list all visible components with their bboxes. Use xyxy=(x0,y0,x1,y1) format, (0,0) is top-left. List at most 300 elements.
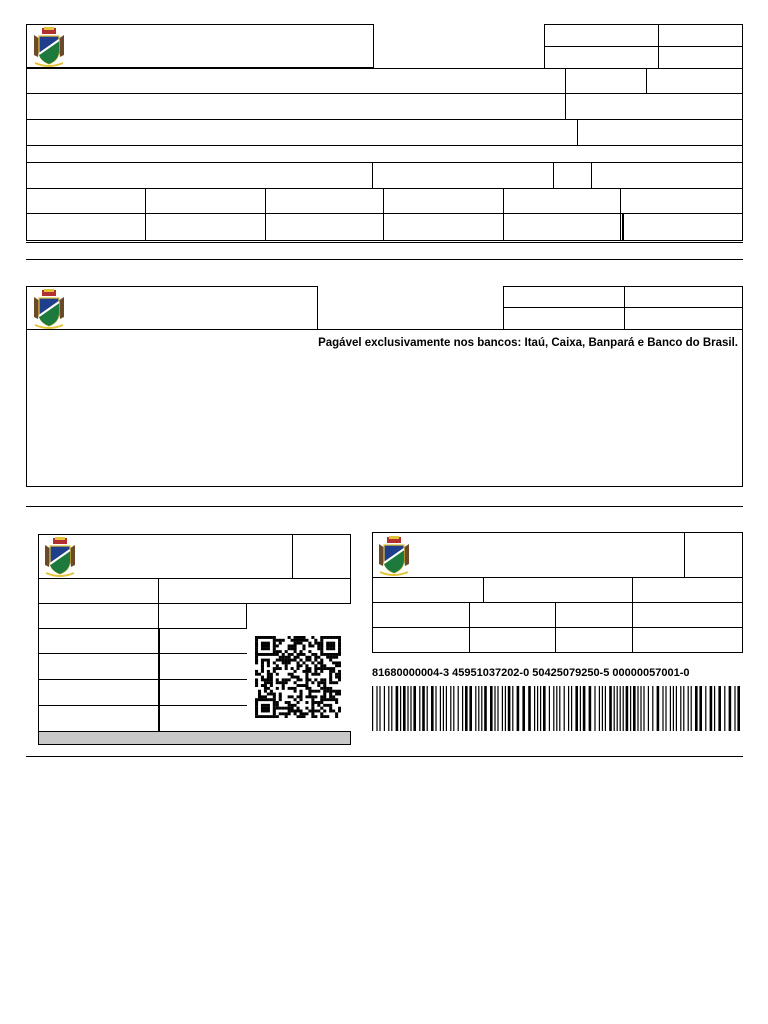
qr-module xyxy=(317,681,320,684)
qr-module xyxy=(261,695,264,698)
header-logo-box xyxy=(26,24,374,68)
qr-module xyxy=(323,687,326,690)
qr-module xyxy=(299,695,302,698)
row-divider xyxy=(372,627,743,628)
qr-module xyxy=(255,670,258,673)
qr-module xyxy=(294,670,297,673)
qr-module xyxy=(291,644,294,647)
qr-module xyxy=(314,642,317,645)
qr-module xyxy=(329,670,332,673)
qr-module xyxy=(270,684,273,687)
qr-module xyxy=(311,704,314,707)
qr-module xyxy=(320,707,323,710)
payment-notice: Pagável exclusivamente nos bancos: Itaú, Caixa, Banpará e Banco do Brasil. xyxy=(318,337,738,349)
qr-module xyxy=(335,681,338,684)
qr-module xyxy=(282,653,285,656)
qr-module xyxy=(294,636,297,639)
qr-module xyxy=(294,642,297,645)
qr-module xyxy=(302,661,305,664)
qr-module xyxy=(326,715,329,718)
qr-module xyxy=(317,644,320,647)
barcode-bar xyxy=(670,686,671,731)
qr-module xyxy=(267,636,270,639)
barcode-bar xyxy=(620,686,621,731)
qr-module xyxy=(285,659,288,662)
qr-module xyxy=(329,647,332,650)
barcode-bar xyxy=(724,686,725,731)
qr-module xyxy=(267,647,270,650)
qr-module xyxy=(308,695,311,698)
barcode-bar xyxy=(714,686,715,731)
qr-module xyxy=(267,644,270,647)
qr-module xyxy=(297,695,300,698)
qr-module xyxy=(261,698,264,701)
qr-module xyxy=(291,639,294,642)
qr-module xyxy=(320,701,323,704)
qr-module xyxy=(299,664,302,667)
barcode-bar xyxy=(462,686,463,731)
barcode-bar xyxy=(609,686,612,731)
qr-module xyxy=(314,659,317,662)
qr-module xyxy=(317,704,320,707)
col-divider xyxy=(591,162,592,188)
qr-module xyxy=(288,704,291,707)
barcode-bar xyxy=(683,686,684,731)
qr-module xyxy=(264,653,267,656)
qr-module xyxy=(314,639,317,642)
qr-module xyxy=(273,707,276,710)
qr-module xyxy=(261,715,264,718)
qr-module xyxy=(323,653,326,656)
qr-module xyxy=(285,715,288,718)
qr-module xyxy=(261,704,264,707)
qr-module xyxy=(270,715,273,718)
qr-module xyxy=(285,712,288,715)
barcode-bar xyxy=(699,686,702,731)
col-divider xyxy=(622,213,624,240)
qr-module xyxy=(258,715,261,718)
col-divider xyxy=(565,68,566,93)
field-label-cell xyxy=(38,705,159,732)
barcode-bar xyxy=(657,686,660,731)
qr-module xyxy=(270,678,273,681)
coat-of-arms-svg xyxy=(43,537,77,577)
qr-module xyxy=(305,712,308,715)
qr-module xyxy=(323,664,326,667)
barcode-bar xyxy=(528,686,531,731)
barcode-bar xyxy=(680,686,681,731)
qr-module xyxy=(329,693,332,696)
barcode-bar xyxy=(372,686,373,731)
qr-module xyxy=(329,698,332,701)
qr-module xyxy=(299,710,302,713)
qr-module xyxy=(326,704,329,707)
qr-module xyxy=(264,698,267,701)
qr-module xyxy=(279,698,282,701)
qr-module xyxy=(276,704,279,707)
qr-module xyxy=(308,670,311,673)
qr-module xyxy=(255,701,258,704)
barcode-bar xyxy=(665,686,666,731)
qr-module xyxy=(311,695,314,698)
barcode-bar xyxy=(443,686,444,731)
barcode-bar xyxy=(481,686,482,731)
qr-module xyxy=(285,667,288,670)
qr-module xyxy=(311,673,314,676)
qr-module xyxy=(261,664,264,667)
qr-module xyxy=(299,636,302,639)
qr-module xyxy=(291,704,294,707)
barcode-bar xyxy=(571,686,572,731)
qr-module xyxy=(338,670,341,673)
row-divider xyxy=(158,653,247,654)
qr-module xyxy=(255,659,258,662)
qr-module xyxy=(267,707,270,710)
qr-module xyxy=(258,636,261,639)
qr-module xyxy=(305,707,308,710)
barcode-bar xyxy=(564,686,565,731)
qr-module xyxy=(326,636,329,639)
qr-module xyxy=(261,684,264,687)
qr-module xyxy=(335,715,338,718)
qr-module xyxy=(282,678,285,681)
qr-module xyxy=(276,681,279,684)
qr-module xyxy=(314,710,317,713)
col-divider xyxy=(158,628,160,732)
qr-module xyxy=(288,661,291,664)
qr-module xyxy=(264,659,267,662)
barcode-bar xyxy=(400,686,401,731)
barcode-bar xyxy=(575,686,578,731)
qr-module xyxy=(308,656,311,659)
qr-module xyxy=(305,678,308,681)
barcode-bar xyxy=(427,686,428,731)
barcode-bar xyxy=(379,686,380,731)
qr-module xyxy=(320,687,323,690)
qr-module xyxy=(332,661,335,664)
col-divider xyxy=(145,188,146,240)
barcode-bar xyxy=(729,686,732,731)
qr-module xyxy=(264,636,267,639)
qr-module xyxy=(273,693,276,696)
qr-module xyxy=(297,636,300,639)
qr-module xyxy=(302,712,305,715)
qr-module xyxy=(291,710,294,713)
qr-module xyxy=(338,678,341,681)
qr-module xyxy=(288,653,291,656)
col-divider xyxy=(483,577,484,602)
qr-module xyxy=(276,644,279,647)
qr-module xyxy=(291,659,294,662)
qr-module xyxy=(332,647,335,650)
qr-module xyxy=(288,710,291,713)
qr-module xyxy=(294,687,297,690)
coat-of-arms-svg xyxy=(377,536,411,576)
qr-module xyxy=(273,715,276,718)
qr-module xyxy=(297,684,300,687)
qr-module xyxy=(314,656,317,659)
qr-module xyxy=(297,642,300,645)
qr-module xyxy=(329,636,332,639)
qr-module xyxy=(320,653,323,656)
qr-module xyxy=(267,664,270,667)
qr-module xyxy=(294,659,297,662)
qr-module xyxy=(299,690,302,693)
qr-module xyxy=(305,656,308,659)
qr-module xyxy=(302,684,305,687)
qr-module xyxy=(329,687,332,690)
qr-module xyxy=(299,639,302,642)
barcode-bar xyxy=(553,686,554,731)
qr-module xyxy=(299,650,302,653)
qr-module xyxy=(282,681,285,684)
qr-module xyxy=(335,690,338,693)
field-value-cell xyxy=(158,578,351,604)
qr-module xyxy=(332,644,335,647)
qr-module xyxy=(305,676,308,679)
qr-module xyxy=(264,642,267,645)
barcode-bar xyxy=(508,686,511,731)
qr-module xyxy=(276,707,279,710)
qr-module xyxy=(329,667,332,670)
col-divider xyxy=(620,188,621,240)
qr-module xyxy=(294,639,297,642)
qr-module xyxy=(305,684,308,687)
header-field xyxy=(503,286,625,308)
qr-module xyxy=(335,698,338,701)
barcode-bar xyxy=(691,686,692,731)
barcode-bar xyxy=(537,686,538,731)
qr-module xyxy=(338,707,341,710)
qr-module xyxy=(335,653,338,656)
barcode-line-digits: 81680000004-3 45951037202-0 50425079250-5 00000057001-0 xyxy=(372,667,690,679)
qr-module xyxy=(329,710,332,713)
qr-module xyxy=(285,707,288,710)
barcode-bar xyxy=(522,686,525,731)
qr-module xyxy=(267,653,270,656)
qr-module xyxy=(320,659,323,662)
qr-module xyxy=(317,710,320,713)
qr-module xyxy=(291,647,294,650)
col-divider xyxy=(565,93,566,119)
field-label-cell xyxy=(38,603,159,629)
qr-module xyxy=(261,670,264,673)
qr-module xyxy=(317,661,320,664)
qr-module xyxy=(305,639,308,642)
qr-module xyxy=(338,710,341,713)
barcode-bar xyxy=(648,686,649,731)
qr-module xyxy=(317,684,320,687)
barcode-bar xyxy=(602,686,603,731)
qr-module xyxy=(311,698,314,701)
qr-module xyxy=(255,684,258,687)
qr-module xyxy=(273,698,276,701)
qr-module xyxy=(288,673,291,676)
cut-line xyxy=(26,259,743,260)
barcode-bar xyxy=(512,686,513,731)
qr-module xyxy=(314,695,317,698)
qr-module xyxy=(270,676,273,679)
qr-module xyxy=(264,681,267,684)
row-divider xyxy=(158,679,247,680)
qr-module xyxy=(261,636,264,639)
qr-module xyxy=(317,642,320,645)
qr-module xyxy=(317,673,320,676)
qr-module xyxy=(288,644,291,647)
qr-module xyxy=(273,650,276,653)
qr-module xyxy=(294,656,297,659)
qr-module xyxy=(329,642,332,645)
qr-module xyxy=(291,676,294,679)
barcode-bar xyxy=(688,686,689,731)
qr-module xyxy=(255,639,258,642)
barcode-bar xyxy=(534,686,535,731)
barcode-bar xyxy=(413,686,416,731)
qr-module xyxy=(273,704,276,707)
qr-module xyxy=(267,659,270,662)
qr-module xyxy=(338,642,341,645)
qr-module xyxy=(258,698,261,701)
barcode-bar xyxy=(662,686,663,731)
qr-module xyxy=(267,698,270,701)
qr-module xyxy=(267,710,270,713)
qr-module xyxy=(267,642,270,645)
qr-module xyxy=(291,707,294,710)
qr-module xyxy=(255,647,258,650)
qr-module xyxy=(279,707,282,710)
qr-module xyxy=(267,678,270,681)
barcode-bar xyxy=(505,686,506,731)
qr-module xyxy=(338,693,341,696)
qr-module xyxy=(273,701,276,704)
qr-module xyxy=(308,690,311,693)
qr-module xyxy=(288,707,291,710)
qr-module xyxy=(299,653,302,656)
qr-module xyxy=(335,676,338,679)
qr-module xyxy=(273,695,276,698)
qr-module xyxy=(261,710,264,713)
qr-module xyxy=(299,684,302,687)
qr-module xyxy=(291,653,294,656)
qr-module xyxy=(279,639,282,642)
row-divider xyxy=(26,145,743,146)
barcode-bar xyxy=(502,686,503,731)
qr-module xyxy=(264,678,267,681)
qr-module xyxy=(258,693,261,696)
qr-module xyxy=(255,656,258,659)
col-divider xyxy=(646,68,647,93)
qr-module xyxy=(332,670,335,673)
qr-module xyxy=(270,681,273,684)
cut-line xyxy=(26,756,743,757)
qr-module xyxy=(285,650,288,653)
header-field xyxy=(624,307,743,330)
qr-module xyxy=(323,667,326,670)
field-label-cell xyxy=(38,628,159,654)
qr-module xyxy=(267,693,270,696)
barcode-bar xyxy=(490,686,493,731)
qr-code-icon xyxy=(255,636,341,718)
barcode-bar xyxy=(422,686,425,731)
barcode-bar xyxy=(583,686,586,731)
qr-module xyxy=(294,704,297,707)
qr-module xyxy=(297,639,300,642)
qr-module xyxy=(288,678,291,681)
qr-module xyxy=(308,659,311,662)
qr-module xyxy=(320,667,323,670)
qr-module xyxy=(267,670,270,673)
qr-module xyxy=(276,678,279,681)
qr-module xyxy=(267,661,270,664)
qr-module xyxy=(279,681,282,684)
barcode-bar xyxy=(446,686,447,731)
qr-module xyxy=(258,653,261,656)
qr-module xyxy=(270,693,273,696)
qr-module xyxy=(335,693,338,696)
barcode-bar xyxy=(673,686,674,731)
col-divider xyxy=(503,188,504,240)
qr-module xyxy=(267,681,270,684)
qr-module xyxy=(288,695,291,698)
qr-module xyxy=(329,704,332,707)
qr-module xyxy=(305,670,308,673)
header-field xyxy=(684,532,743,578)
qr-module xyxy=(255,673,258,676)
barcode-bar xyxy=(407,686,408,731)
qr-module xyxy=(270,698,273,701)
qr-module xyxy=(270,690,273,693)
barcode-bar xyxy=(450,686,451,731)
barcode-bar xyxy=(410,686,411,731)
qr-module xyxy=(335,664,338,667)
qr-module xyxy=(329,707,332,710)
qr-module xyxy=(279,693,282,696)
qr-module xyxy=(282,659,285,662)
qr-module xyxy=(302,644,305,647)
qr-module xyxy=(305,673,308,676)
qr-module xyxy=(261,647,264,650)
qr-module xyxy=(288,712,291,715)
qr-module xyxy=(335,712,338,715)
qr-module xyxy=(297,661,300,664)
qr-module xyxy=(267,687,270,690)
qr-module xyxy=(323,690,326,693)
qr-module xyxy=(264,704,267,707)
barcode-bar xyxy=(633,686,636,731)
barcode-bar xyxy=(568,686,569,731)
qr-module xyxy=(294,712,297,715)
qr-module xyxy=(288,701,291,704)
qr-module xyxy=(264,690,267,693)
qr-module xyxy=(276,673,279,676)
qr-module xyxy=(276,639,279,642)
barcode-bar xyxy=(599,686,600,731)
qr-module xyxy=(320,644,323,647)
qr-module xyxy=(297,715,300,718)
qr-module xyxy=(320,670,323,673)
qr-module xyxy=(329,656,332,659)
qr-module xyxy=(332,681,335,684)
qr-module xyxy=(320,695,323,698)
coat-of-arms-svg xyxy=(32,289,66,329)
qr-module xyxy=(323,684,326,687)
barcode-bar xyxy=(652,686,653,731)
coat-of-arms-icon xyxy=(32,27,66,67)
field-label-cell xyxy=(38,653,159,680)
qr-module xyxy=(273,642,276,645)
qr-module xyxy=(323,678,326,681)
qr-module xyxy=(297,676,300,679)
